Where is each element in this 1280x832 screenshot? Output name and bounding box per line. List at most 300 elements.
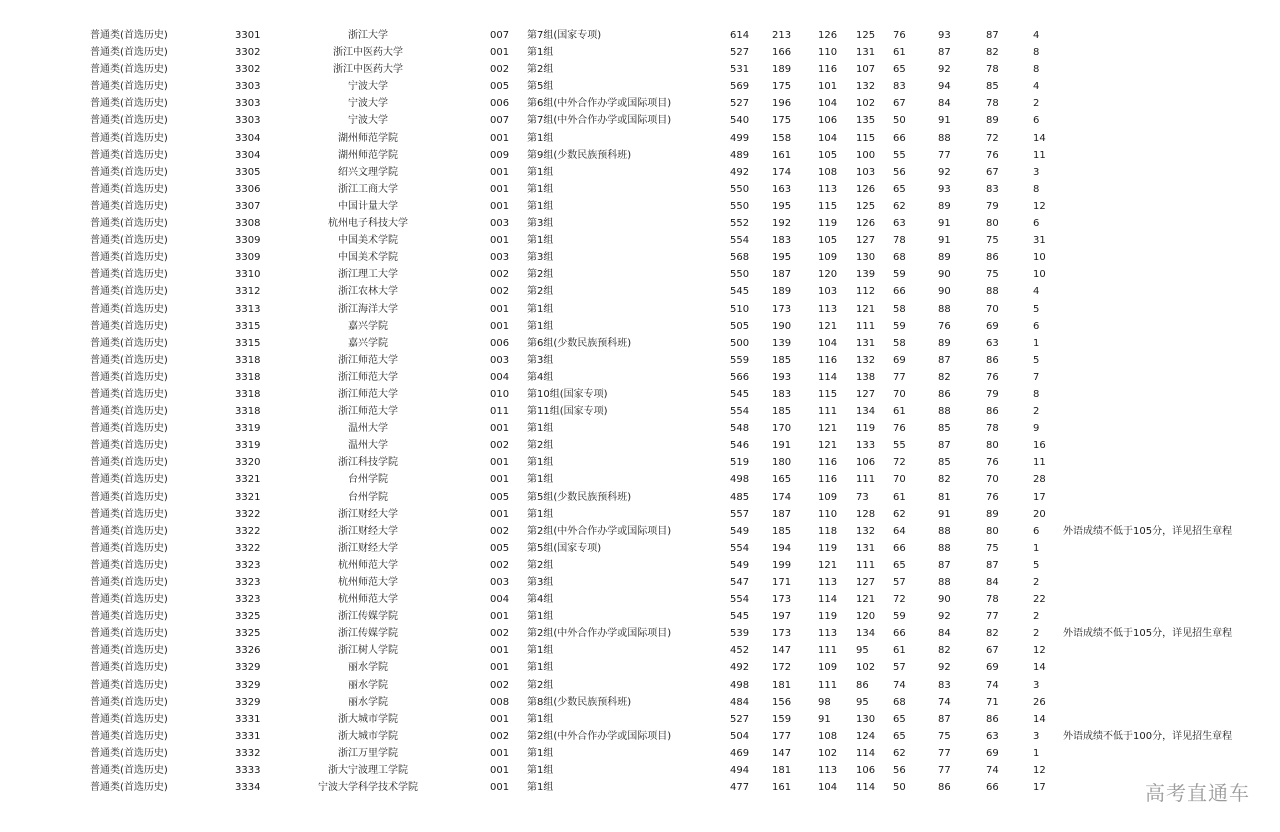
score-cell-7: 86: [986, 354, 999, 366]
table-row: [0, 677, 1280, 694]
score-cell-2: 147: [772, 645, 792, 657]
score-cell-5: 58: [893, 303, 906, 315]
score-cell-7: 78: [986, 423, 999, 435]
school-name-cell: 丽水学院: [348, 696, 388, 708]
school-name-cell: 台州学院: [348, 491, 388, 503]
group-name-cell: 第2组: [527, 559, 554, 571]
score-cell-3: 121: [818, 423, 838, 435]
school-name-cell: 杭州电子科技大学: [328, 218, 408, 230]
score-cell-3: 101: [818, 81, 838, 93]
score-cell-8: 1: [1033, 542, 1040, 554]
score-cell-3: 114: [818, 594, 838, 606]
group-code-cell: 008: [490, 696, 510, 708]
score-cell-7: 85: [986, 81, 999, 93]
score-cell-5: 76: [893, 30, 906, 41]
score-cell-7: 70: [986, 474, 999, 486]
category-cell: 普通类(首选历史): [90, 457, 168, 469]
score-cell-3: 110: [818, 47, 838, 59]
school-code-cell: 3319: [235, 423, 261, 435]
score-cell-4: 131: [856, 337, 876, 349]
score-cell-8: 6: [1033, 320, 1040, 332]
score-cell-5: 70: [893, 474, 906, 486]
score-cell-6: 87: [938, 713, 951, 725]
category-cell: 普通类(首选历史): [90, 388, 168, 400]
table-row: [0, 420, 1280, 437]
table-row: [0, 471, 1280, 488]
score-cell-2: 173: [772, 594, 792, 606]
table-row: [0, 523, 1280, 540]
score-cell-4: 111: [856, 559, 876, 571]
score-cell-5: 64: [893, 525, 906, 537]
school-code-cell: 3322: [235, 542, 261, 554]
score-cell-8: 16: [1033, 440, 1046, 452]
table-row: [0, 95, 1280, 112]
score-cell-5: 76: [893, 423, 906, 435]
score-cell-4: 115: [856, 132, 876, 144]
score-cell-4: 132: [856, 525, 876, 537]
group-name-cell: 第1组: [527, 474, 554, 486]
watermark: 高考直通车: [1145, 781, 1250, 805]
score-cell-8: 28: [1033, 474, 1046, 486]
score-cell-7: 76: [986, 457, 999, 469]
table-row: [0, 779, 1280, 796]
table-row: [0, 591, 1280, 608]
score-cell-6: 88: [938, 303, 951, 315]
score-cell-5: 74: [893, 679, 906, 691]
score-cell-6: 94: [938, 81, 951, 93]
score-cell-8: 14: [1033, 132, 1046, 144]
group-code-cell: 002: [490, 679, 510, 691]
score-cell-8: 9: [1033, 423, 1040, 435]
score-cell-3: 105: [818, 235, 838, 247]
school-code-cell: 3310: [235, 269, 261, 281]
score-cell-4: 127: [856, 577, 876, 588]
group-name-cell: 第3组: [527, 218, 554, 230]
score-cell-4: 133: [856, 440, 876, 452]
category-cell: 普通类(首选历史): [90, 337, 168, 349]
group-name-cell: 第1组: [527, 47, 554, 59]
score-cell-1: 527: [730, 713, 750, 725]
score-cell-6: 84: [938, 98, 951, 110]
score-cell-5: 65: [893, 713, 906, 725]
group-name-cell: 第1组: [527, 235, 554, 247]
score-cell-1: 559: [730, 354, 750, 366]
score-cell-2: 190: [772, 320, 792, 332]
score-cell-8: 8: [1033, 183, 1040, 195]
score-cell-2: 193: [772, 371, 792, 383]
school-code-cell: 3323: [235, 559, 261, 571]
score-cell-7: 88: [986, 286, 999, 298]
score-cell-1: 539: [730, 628, 750, 640]
category-cell: 普通类(首选历史): [90, 81, 168, 93]
score-cell-4: 106: [856, 457, 876, 469]
score-cell-8: 3: [1033, 730, 1040, 742]
category-cell: 普通类(首选历史): [90, 303, 168, 315]
category-cell: 普通类(首选历史): [90, 645, 168, 657]
group-name-cell: 第3组: [527, 577, 554, 588]
school-code-cell: 3308: [235, 218, 261, 230]
school-name-cell: 嘉兴学院: [348, 320, 388, 332]
score-cell-5: 65: [893, 64, 906, 76]
school-name-cell: 绍兴文理学院: [338, 166, 398, 178]
category-cell: 普通类(首选历史): [90, 30, 168, 41]
score-cell-4: 102: [856, 662, 876, 674]
score-cell-3: 110: [818, 508, 838, 520]
score-cell-2: 189: [772, 64, 792, 76]
score-cell-8: 4: [1033, 30, 1040, 41]
table-row: [0, 506, 1280, 523]
table-row: [0, 625, 1280, 642]
school-name-cell: 台州学院: [348, 474, 388, 486]
group-name-cell: 第1组: [527, 713, 554, 725]
category-cell: 普通类(首选历史): [90, 559, 168, 571]
table-row: [0, 215, 1280, 232]
group-code-cell: 002: [490, 64, 510, 76]
score-cell-5: 57: [893, 662, 906, 674]
school-name-cell: 浙江大学: [348, 30, 388, 41]
score-cell-5: 61: [893, 406, 906, 418]
score-cell-8: 7: [1033, 371, 1040, 383]
score-cell-3: 104: [818, 337, 838, 349]
score-cell-4: 95: [856, 645, 869, 657]
group-code-cell: 001: [490, 200, 510, 212]
table-row: [0, 232, 1280, 249]
score-cell-7: 82: [986, 47, 999, 59]
score-cell-6: 82: [938, 474, 951, 486]
school-name-cell: 浙江海洋大学: [338, 303, 398, 315]
school-code-cell: 3331: [235, 730, 261, 742]
score-cell-2: 147: [772, 747, 792, 759]
score-cell-2: 195: [772, 252, 792, 264]
score-cell-7: 75: [986, 269, 999, 281]
score-cell-6: 84: [938, 628, 951, 640]
score-cell-3: 113: [818, 303, 838, 315]
score-cell-6: 75: [938, 730, 951, 742]
group-code-cell: 001: [490, 782, 510, 794]
group-name-cell: 第1组: [527, 457, 554, 469]
score-cell-8: 6: [1033, 115, 1040, 127]
score-cell-8: 22: [1033, 594, 1046, 606]
group-code-cell: 001: [490, 713, 510, 725]
score-cell-1: 554: [730, 235, 750, 247]
score-cell-5: 68: [893, 252, 906, 264]
score-cell-4: 127: [856, 235, 876, 247]
score-cell-1: 554: [730, 406, 750, 418]
group-name-cell: 第1组: [527, 320, 554, 332]
school-code-cell: 3303: [235, 81, 261, 93]
table-row: [0, 27, 1280, 44]
school-code-cell: 3334: [235, 782, 261, 794]
score-cell-6: 86: [938, 782, 951, 794]
score-cell-2: 181: [772, 679, 792, 691]
category-cell: 普通类(首选历史): [90, 320, 168, 332]
school-code-cell: 3305: [235, 166, 261, 178]
score-cell-8: 2: [1033, 98, 1040, 110]
group-code-cell: 002: [490, 559, 510, 571]
school-name-cell: 浙江传媒学院: [338, 611, 398, 623]
group-name-cell: 第1组: [527, 200, 554, 212]
score-cell-6: 88: [938, 577, 951, 588]
group-code-cell: 002: [490, 628, 510, 640]
score-cell-5: 57: [893, 577, 906, 588]
score-cell-3: 119: [818, 611, 838, 623]
score-cell-8: 2: [1033, 611, 1040, 623]
school-name-cell: 浙江财经大学: [338, 508, 398, 520]
school-name-cell: 杭州师范大学: [338, 594, 398, 606]
school-name-cell: 浙江工商大学: [338, 183, 398, 195]
score-cell-2: 177: [772, 730, 792, 742]
score-cell-4: 119: [856, 423, 876, 435]
score-cell-7: 78: [986, 64, 999, 76]
school-code-cell: 3318: [235, 388, 261, 400]
table-row: [0, 642, 1280, 659]
score-cell-3: 120: [818, 269, 838, 281]
score-cell-1: 557: [730, 508, 750, 520]
score-cell-4: 114: [856, 747, 876, 759]
school-name-cell: 宁波大学: [348, 81, 388, 93]
table-row: [0, 608, 1280, 625]
school-code-cell: 3321: [235, 474, 261, 486]
school-code-cell: 3329: [235, 679, 261, 691]
score-cell-3: 111: [818, 679, 838, 691]
score-cell-2: 159: [772, 713, 792, 725]
school-name-cell: 浙江树人学院: [338, 645, 398, 657]
school-code-cell: 3313: [235, 303, 261, 315]
score-cell-6: 88: [938, 132, 951, 144]
score-cell-1: 505: [730, 320, 750, 332]
score-cell-4: 138: [856, 371, 876, 383]
score-cell-5: 66: [893, 132, 906, 144]
table-row: [0, 437, 1280, 454]
school-name-cell: 浙江师范大学: [338, 388, 398, 400]
score-cell-4: 135: [856, 115, 876, 127]
category-cell: 普通类(首选历史): [90, 542, 168, 554]
score-cell-1: 469: [730, 747, 750, 759]
group-name-cell: 第5组(国家专项): [527, 542, 602, 554]
score-cell-4: 111: [856, 474, 876, 486]
school-code-cell: 3318: [235, 406, 261, 418]
category-cell: 普通类(首选历史): [90, 423, 168, 435]
score-cell-7: 63: [986, 337, 999, 349]
school-code-cell: 3322: [235, 525, 261, 537]
score-cell-6: 82: [938, 371, 951, 383]
score-cell-1: 545: [730, 611, 750, 623]
score-cell-2: 163: [772, 183, 792, 195]
school-name-cell: 湖州师范学院: [338, 132, 398, 144]
group-name-cell: 第2组: [527, 679, 554, 691]
score-cell-5: 63: [893, 218, 906, 230]
score-cell-5: 66: [893, 628, 906, 640]
score-cell-6: 88: [938, 406, 951, 418]
score-cell-3: 102: [818, 747, 838, 759]
score-cell-7: 74: [986, 679, 999, 691]
score-cell-5: 62: [893, 508, 906, 520]
category-cell: 普通类(首选历史): [90, 594, 168, 606]
school-name-cell: 丽水学院: [348, 662, 388, 674]
category-cell: 普通类(首选历史): [90, 662, 168, 674]
score-cell-2: 183: [772, 388, 792, 400]
score-cell-8: 3: [1033, 679, 1040, 691]
score-cell-3: 116: [818, 474, 838, 486]
score-cell-7: 76: [986, 491, 999, 503]
score-cell-1: 477: [730, 782, 750, 794]
school-name-cell: 浙江师范大学: [338, 354, 398, 366]
group-code-cell: 002: [490, 440, 510, 452]
school-code-cell: 3304: [235, 149, 261, 161]
admission-score-table: [0, 27, 1280, 796]
score-cell-2: 180: [772, 457, 792, 469]
score-cell-8: 10: [1033, 252, 1046, 264]
school-name-cell: 宁波大学: [348, 98, 388, 110]
score-cell-8: 4: [1033, 286, 1040, 298]
school-code-cell: 3333: [235, 765, 261, 777]
score-cell-4: 125: [856, 30, 876, 41]
score-cell-7: 63: [986, 730, 999, 742]
score-cell-5: 69: [893, 354, 906, 366]
score-cell-4: 124: [856, 730, 876, 742]
score-cell-3: 121: [818, 440, 838, 452]
score-cell-8: 14: [1033, 713, 1046, 725]
score-cell-8: 11: [1033, 457, 1046, 469]
table-row: [0, 386, 1280, 403]
school-name-cell: 温州大学: [348, 440, 388, 452]
score-cell-8: 11: [1033, 149, 1046, 161]
score-cell-6: 87: [938, 47, 951, 59]
score-cell-5: 70: [893, 388, 906, 400]
group-code-cell: 001: [490, 611, 510, 623]
score-cell-1: 498: [730, 474, 750, 486]
score-cell-1: 540: [730, 115, 750, 127]
score-cell-3: 113: [818, 765, 838, 777]
table-row: [0, 745, 1280, 762]
score-cell-4: 107: [856, 64, 876, 76]
score-cell-6: 90: [938, 269, 951, 281]
score-cell-8: 1: [1033, 337, 1040, 349]
score-cell-5: 55: [893, 440, 906, 452]
category-cell: 普通类(首选历史): [90, 611, 168, 623]
score-cell-4: 111: [856, 320, 876, 332]
score-cell-6: 82: [938, 645, 951, 657]
score-cell-3: 98: [818, 696, 831, 708]
score-cell-5: 59: [893, 611, 906, 623]
score-cell-6: 87: [938, 559, 951, 571]
table-row: [0, 352, 1280, 369]
group-name-cell: 第7组(中外合作办学或国际项目): [527, 115, 672, 127]
group-name-cell: 第1组: [527, 132, 554, 144]
score-cell-1: 500: [730, 337, 750, 349]
score-cell-3: 116: [818, 64, 838, 76]
score-cell-1: 614: [730, 30, 750, 41]
school-code-cell: 3325: [235, 611, 261, 623]
score-cell-6: 74: [938, 696, 951, 708]
group-code-cell: 005: [490, 491, 510, 503]
score-cell-3: 109: [818, 252, 838, 264]
score-cell-6: 83: [938, 679, 951, 691]
score-cell-1: 494: [730, 765, 750, 777]
score-cell-4: 114: [856, 782, 876, 794]
score-cell-6: 90: [938, 286, 951, 298]
score-cell-7: 79: [986, 388, 999, 400]
group-code-cell: 001: [490, 508, 510, 520]
score-cell-8: 6: [1033, 525, 1040, 537]
score-cell-8: 1: [1033, 747, 1040, 759]
category-cell: 普通类(首选历史): [90, 713, 168, 725]
score-cell-4: 130: [856, 252, 876, 264]
score-cell-1: 548: [730, 423, 750, 435]
score-cell-8: 12: [1033, 200, 1046, 212]
group-name-cell: 第10组(国家专项): [527, 388, 608, 400]
group-name-cell: 第1组: [527, 183, 554, 195]
score-cell-8: 2: [1033, 628, 1040, 640]
group-code-cell: 001: [490, 423, 510, 435]
score-cell-8: 8: [1033, 47, 1040, 59]
group-name-cell: 第1组: [527, 508, 554, 520]
group-code-cell: 003: [490, 354, 510, 366]
score-cell-3: 118: [818, 525, 838, 537]
group-name-cell: 第4组: [527, 371, 554, 383]
school-name-cell: 中国计量大学: [338, 200, 398, 212]
group-name-cell: 第1组: [527, 782, 554, 794]
score-cell-2: 175: [772, 115, 792, 127]
score-cell-4: 112: [856, 286, 876, 298]
score-cell-3: 115: [818, 200, 838, 212]
score-cell-1: 545: [730, 388, 750, 400]
score-cell-5: 59: [893, 320, 906, 332]
table-row: [0, 762, 1280, 779]
score-cell-3: 113: [818, 577, 838, 588]
table-row: [0, 147, 1280, 164]
school-code-cell: 3318: [235, 354, 261, 366]
score-cell-1: 569: [730, 81, 750, 93]
score-cell-8: 8: [1033, 388, 1040, 400]
score-cell-1: 527: [730, 47, 750, 59]
school-name-cell: 浙大城市学院: [338, 730, 398, 742]
group-name-cell: 第2组(中外合作办学或国际项目): [527, 628, 672, 640]
score-cell-3: 109: [818, 662, 838, 674]
school-code-cell: 3319: [235, 440, 261, 452]
score-cell-1: 489: [730, 149, 750, 161]
category-cell: 普通类(首选历史): [90, 47, 168, 59]
group-name-cell: 第5组(少数民族预科班): [527, 491, 632, 503]
score-cell-1: 504: [730, 730, 750, 742]
school-code-cell: 3322: [235, 508, 261, 520]
school-code-cell: 3331: [235, 713, 261, 725]
score-cell-3: 121: [818, 559, 838, 571]
score-cell-6: 89: [938, 337, 951, 349]
score-cell-7: 76: [986, 371, 999, 383]
school-name-cell: 温州大学: [348, 423, 388, 435]
table-row: [0, 44, 1280, 61]
category-cell: 普通类(首选历史): [90, 491, 168, 503]
group-code-cell: 001: [490, 166, 510, 178]
score-cell-6: 81: [938, 491, 951, 503]
score-cell-6: 93: [938, 30, 951, 41]
score-cell-2: 189: [772, 286, 792, 298]
score-cell-5: 65: [893, 183, 906, 195]
score-cell-5: 72: [893, 594, 906, 606]
group-code-cell: 009: [490, 149, 510, 161]
category-cell: 普通类(首选历史): [90, 166, 168, 178]
score-cell-2: 158: [772, 132, 792, 144]
score-cell-2: 181: [772, 765, 792, 777]
school-code-cell: 3301: [235, 30, 261, 41]
score-cell-2: 161: [772, 782, 792, 794]
score-cell-7: 83: [986, 183, 999, 195]
school-name-cell: 浙江中医药大学: [333, 64, 403, 76]
score-cell-7: 80: [986, 218, 999, 230]
score-cell-5: 56: [893, 166, 906, 178]
group-code-cell: 001: [490, 474, 510, 486]
